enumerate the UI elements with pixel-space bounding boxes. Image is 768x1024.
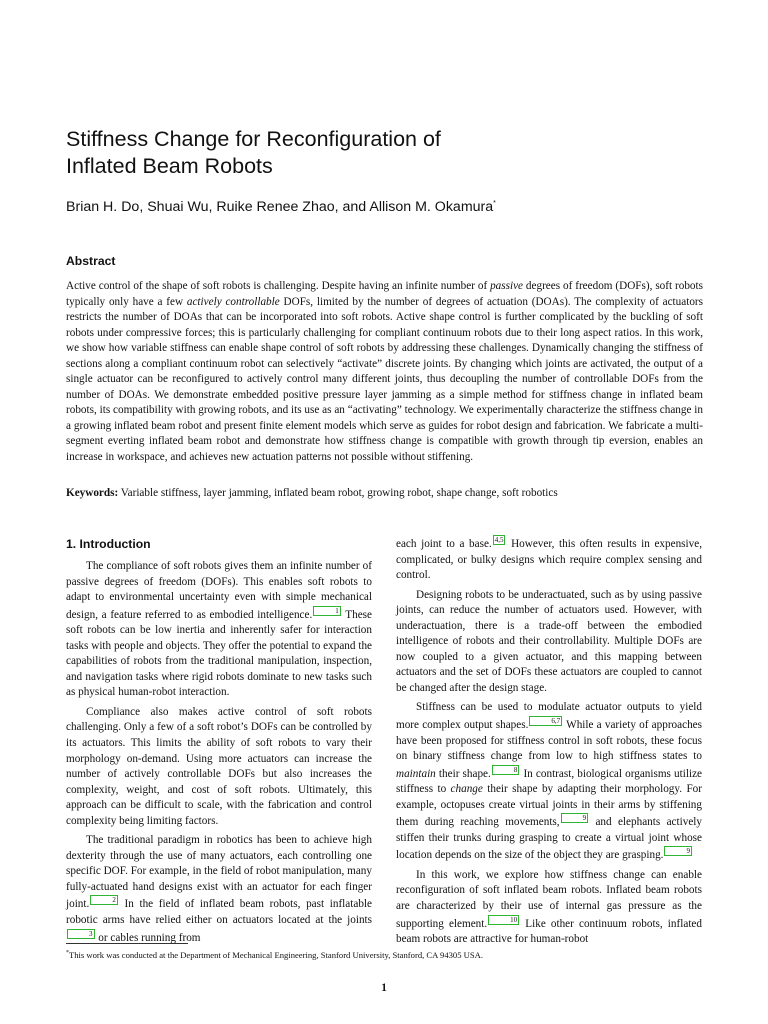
emphasis-change: change [450, 783, 483, 796]
abstract-emphasis-passive: passive [490, 280, 524, 292]
citation-link[interactable]: 6,7 [529, 716, 562, 726]
paragraph-text: In contrast, biological organisms utilize stiffness to [396, 767, 703, 796]
abstract-heading: Abstract [66, 254, 116, 268]
title-line-1: Stiffness Change for Reconfiguration of [66, 127, 441, 151]
left-column [66, 536, 372, 950]
abstract-text-3: DOFs, limited by the number of degrees of actuation (DOAs). The complexity of actuators restricts the number of DOAs that can be incorporated into soft robots. Active shape control is further complicated by the buckling of soft robots under compressive forces; this is particularly challenging for compliant continuum robots due to their long aspect ratios. In this work, we show how variable stiffness can enable shape control of soft robots by addressing these challenges. Dynamically changing the stiffness of sections along a compliant continuum robot can selectively “activate” discrete joints. By changing which joints are activated, the output of a single actuator can be reconfigured to actively control many different joints, thus decoupling the number of controllable DOFs from the number of DOAs. We demonstrate embedded positive pressure layer jamming as a simple method for stiffness change in inflated beam robots, its compatibility with growing robots, and its use as an “activating” technology. We experimentally characterize the stiffness change in a growing inflated beam robot and present finite element models which serve as guides for robot design and fabrication. We fabricate a multi-segment everting inflated beam robot and demonstrate how stiffness change is compatible with growth through tip eversion, enables an increase in workspace, and achieves new actuation patterns not possible without stiffening. [66, 295, 704, 464]
citation-link[interactable]: 9 [664, 846, 692, 856]
author-footnote-mark: * [493, 200, 496, 207]
footnote [66, 947, 706, 961]
abstract-emphasis-actively-controllable: actively controllable [186, 295, 280, 308]
abstract-body [66, 279, 703, 466]
keywords-text: Variable stiffness, layer jamming, inflated beam robot, growing robot, shape change, soft robotics [118, 487, 558, 499]
paragraph-text: Stiffness can be used to modulate actuator outputs to yield more complex output shapes. [396, 701, 702, 732]
paper-title [66, 126, 706, 180]
section-heading-introduction: 1. Introduction [66, 537, 151, 551]
intro-paragraph-3 [66, 833, 372, 946]
paragraph-text: However, this often results in expensive, complicated, or bulky designs which require complex sensing and control. [396, 538, 702, 582]
intro-paragraph-5 [396, 700, 702, 863]
footnote-mark: * [66, 950, 69, 956]
citation-link[interactable]: 4,5 [494, 536, 504, 544]
paragraph-text: and elephants actively stiffen their trunks during grasping to create a virtual joint whose location depends on the size of the object they are grasping. [396, 816, 702, 862]
paragraph-text: The compliance of soft robots gives them an infinite number of passive degrees of freedom (DOFs). This enables soft robots to adapt to environmental uncertainty even with simple mechanical design, a feature referred to as embodied intelligence. [66, 560, 372, 621]
paragraph-text: Like other continuum robots, inflated beam robots are attractive for human-robot [396, 917, 702, 946]
paragraph-text: In the field of inflated beam robots, past inflatable robotic arms have relied either on actuators located at the joints [66, 898, 372, 927]
intro-paragraph-3-continued [396, 535, 702, 584]
abstract-text-1: Active control of the shape of soft robots is challenging. Despite having an infinite number of [66, 280, 491, 292]
intro-paragraph-6 [396, 868, 702, 948]
authors-text: Brian H. Do, Shuai Wu, Ruike Renee Zhao, and Allison M. Okamura [66, 199, 494, 215]
paragraph-text: their shape. [435, 767, 491, 780]
paragraph-text: In this work, we explore how stiffness change can enable reconfiguration of soft inflated beam robots. Inflated beam robots are characterized by their use of internal gas pressure as the supporting element. [396, 868, 702, 930]
paragraph-text: These soft robots can be low inertia and inherently safer for interaction tasks with people and objects. They offer the potential to expand the capabilities of robots from the traditional manipulation, inspection, and navigation tasks where rigid robots dominate to new tasks such as physical human-robot interaction. [66, 608, 372, 699]
paragraph-text: their shape by adapting their morphology. For example, octopuses create virtual joints in their arms by stiffening them during reaching movements, [396, 783, 702, 829]
paragraph-text: While a variety of approaches have been proposed for stiffness control in soft robots, these focus on binary stiffness change from low to high stiffness states to [396, 719, 702, 763]
citation-link[interactable]: 9 [561, 813, 589, 823]
title-line-2: Inflated Beam Robots [66, 154, 273, 178]
intro-paragraph-2: Compliance also makes active control of soft robots challenging. Only a few of a soft robot’s DOFs can be controlled by its actuators. This limits the ability of soft robots to vary their morphology on-demand. Using more actuators can increase the number of actively controllable DOFs but also increases the complexity, weight, and cost of soft robots. Ultimately, this approach can be difficult to scale, with the fabrication and control complexity being limiting factors. [66, 705, 372, 827]
page-number: 1 [381, 982, 387, 994]
paragraph-text: or cables running from [95, 931, 201, 944]
keywords-label: Keywords: [66, 487, 119, 499]
author-list [66, 194, 706, 217]
footnote-text: This work was conducted at the Department of Mechanical Engineering, Stanford University, Stanford, CA 94305 USA. [69, 950, 483, 960]
citation-link[interactable]: 3 [67, 929, 95, 939]
emphasis-maintain: maintain [396, 767, 436, 780]
intro-paragraph-1 [66, 559, 372, 701]
paragraph-text: each joint to a base. [396, 538, 492, 550]
abstract-text-2: degrees of freedom (DOFs), soft robots typically only have a few [66, 280, 703, 308]
paragraph-text: The traditional paradigm in robotics has been to achieve high dexterity through the use of many actuators, each controlling one specific DOF. For example, in the field of robot manipulation, many fully-actuated hand designs exist with an actuator for each finger joint. [66, 834, 372, 911]
intro-paragraph-4: Designing robots to be underactuated, such as by using passive joints, can reduce the number of actuators used. However, with underactuation, there is a trade-off between the embodied intelligence of robots and their controllability. Multiple DOFs are now coupled to a given actuator, and this mapping between actuators and the set of DOFs these actuators are coupled to cannot be changed after the design stage. [396, 588, 702, 694]
keywords [66, 486, 703, 502]
citation-link[interactable]: 2 [90, 895, 118, 905]
footnote-divider [66, 943, 188, 944]
right-column [396, 535, 702, 952]
citation-link[interactable]: 8 [492, 765, 520, 775]
citation-link[interactable]: 10 [488, 915, 519, 925]
citation-link[interactable]: 1 [313, 606, 341, 616]
